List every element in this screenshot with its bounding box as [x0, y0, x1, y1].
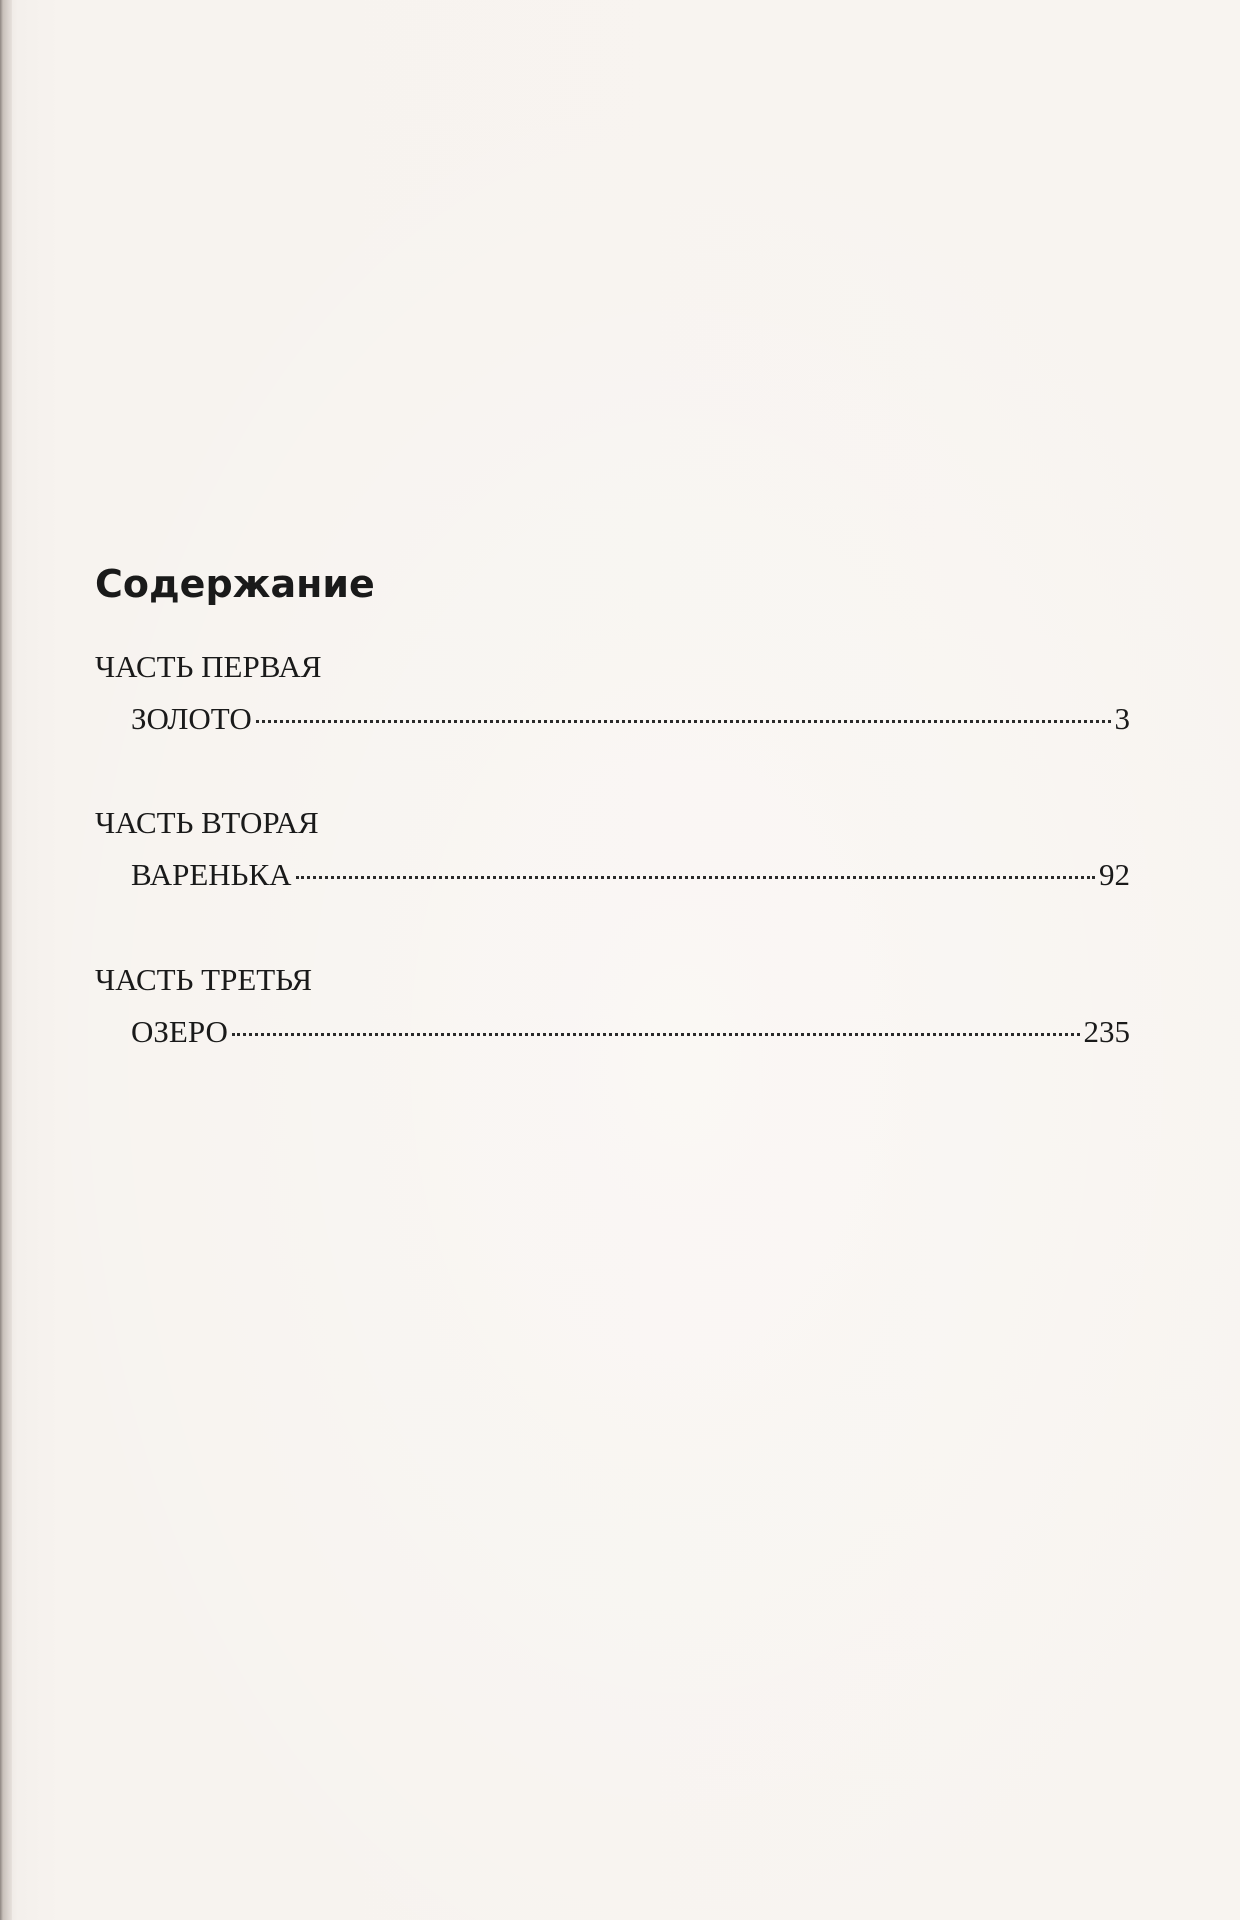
toc-part-1 — [95, 647, 1130, 739]
toc-entry — [131, 1012, 1130, 1052]
toc-entry — [131, 855, 1130, 895]
part-title: ЧАСТЬ ВТОРАЯ — [95, 805, 319, 840]
toc-entry — [131, 699, 1130, 739]
page-number: 235 — [1083, 1014, 1130, 1049]
toc-part-3 — [95, 960, 1130, 1052]
chapter-title: ЗОЛОТО — [131, 701, 252, 736]
dot-leader — [296, 876, 1095, 879]
dot-leader — [256, 720, 1111, 723]
dot-leader — [232, 1033, 1080, 1036]
page-binding-edge — [0, 0, 12, 1920]
page-number: 3 — [1114, 701, 1130, 736]
toc-part-2 — [95, 803, 1130, 895]
chapter-title: ОЗЕРО — [131, 1014, 228, 1049]
toc-heading: Содержание — [95, 562, 375, 606]
part-title: ЧАСТЬ ПЕРВАЯ — [95, 649, 322, 684]
part-title: ЧАСТЬ ТРЕТЬЯ — [95, 962, 313, 997]
chapter-title: ВАРЕНЬКА — [131, 857, 292, 892]
page-number: 92 — [1099, 857, 1130, 892]
